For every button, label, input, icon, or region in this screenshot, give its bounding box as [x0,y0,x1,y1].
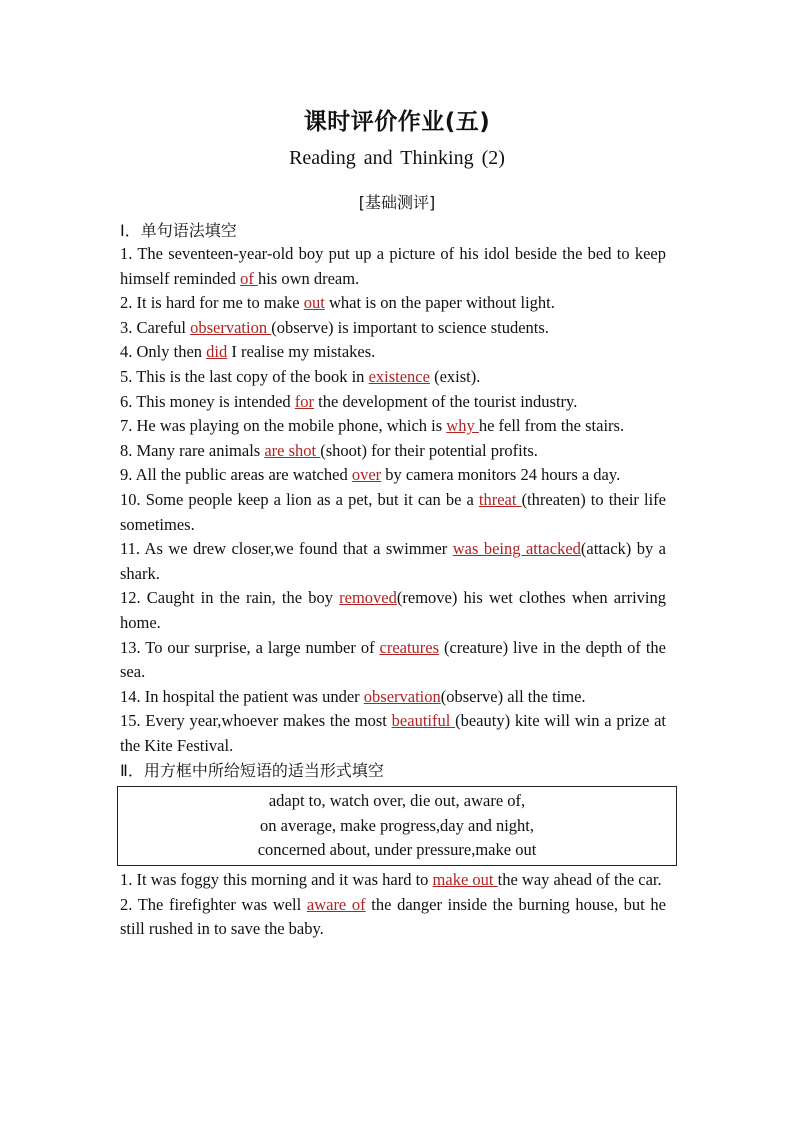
question-item [120,316,666,341]
question-item [120,586,666,635]
question-item [120,414,666,439]
question-item [120,636,666,685]
question-item [120,291,666,316]
answer-text: beautiful [391,711,456,731]
phrase-line: concerned about, under pressure,make out [257,840,537,860]
question-text-tail: the development of the tourist industry. [314,391,578,411]
question-text-tail: (shoot) for their potential profits. [320,440,538,460]
answer-text: are shot [264,440,321,460]
question-item [120,537,666,586]
question-text: 4. Only then [120,342,207,362]
answer-text: for [294,391,315,411]
question-text: 6. This money is intended [120,391,295,411]
question-text-tail: (threaten) to their life sometimes. [120,489,666,534]
page-title: 课时评价作业(五) [303,109,491,135]
answer-text: why [446,416,479,436]
question-text-tail: (beauty) kite will win a prize at the Kite Festival. [120,711,667,755]
question-text: 2. The firefighter was well [120,894,307,914]
question-item [120,488,666,537]
question-text: 13. To our surprise, a large number of [120,637,380,657]
question-text: 1. The seventeen-year-old boy put up a picture of his idol beside the bed to keep himself reminded [120,244,666,288]
question-item [120,685,666,710]
question-text: 2. It is hard for me to make [120,293,304,313]
question-text-tail: (exist). [429,366,481,386]
answer-text: aware of [306,894,366,914]
answer-text: observation [363,686,441,706]
question-item [120,365,666,390]
question-text-tail: (remove) his wet clothes when arriving home. [120,588,666,632]
question-text: 1. It was foggy this morning and it was hard to [120,869,433,889]
question-item [120,868,666,893]
question-text-tail: (observe) is important to science students. [271,317,549,337]
section1-items [120,242,666,758]
question-item [120,463,666,488]
answer-text: over [351,465,382,485]
question-text-tail: the way ahead of the car. [497,869,662,889]
question-item [120,390,666,415]
answer-text: did [206,342,228,362]
question-text: 3. Careful [120,317,191,337]
answer-text: observation [190,317,272,337]
question-item [120,439,666,464]
answer-text: out [303,293,325,313]
answer-text: existence [368,366,430,386]
section2-heading: Ⅱ．用方框中所给短语的适当形式填空 [120,761,384,781]
answer-text: was being attacked [452,539,581,559]
section2-items [120,868,666,942]
phrase-line: adapt to, watch over, die out, aware of, [268,791,526,811]
question-text: 15. Every year,whoever makes the most [120,711,392,731]
question-text-tail: he fell from the stairs. [478,416,625,436]
question-text-tail: (creature) live in the depth of the sea. [120,637,666,682]
question-text-tail: by camera monitors 24 hours a day. [381,465,621,485]
question-text-tail: the danger inside the burning house, but he still rushed in to save the baby. [120,894,666,939]
question-text: 11. As we drew closer,we found that a swimmer [120,539,453,559]
answer-text: of [240,268,258,288]
question-item [120,709,666,758]
answer-text: creatures [379,637,440,657]
page-subtitle: Reading and Thinking (2) [289,147,505,169]
question-text: 8. Many rare animals [120,440,265,460]
answer-text: threat [478,489,522,509]
question-text-tail: I realise my mistakes. [227,342,376,362]
question-text: 10. Some people keep a lion as a pet, but it can be a [120,489,479,509]
phrase-box [117,786,677,866]
worksheet-content [120,218,666,942]
section-tag: [基础测评] [358,193,436,212]
question-text: 14. In hospital the patient was under [120,686,364,706]
answer-text: removed [339,588,397,608]
phrase-line: on average, make progress,day and night, [260,815,534,835]
question-item [120,242,666,291]
question-text-tail: (attack) by a shark. [120,539,666,583]
question-item [120,893,666,942]
question-text-tail: his own dream. [257,268,360,288]
question-text-tail: what is on the paper without light. [324,293,555,313]
question-item [120,340,666,365]
answer-text: make out [432,869,498,889]
question-text: 9. All the public areas are watched [120,465,352,485]
question-text: 7. He was playing on the mobile phone, which is [120,416,447,436]
section1-heading: Ⅰ．单句语法填空 [120,221,237,240]
question-text: 12. Caught in the rain, the boy [120,588,340,608]
question-text-tail: (observe) all the time. [440,686,586,706]
question-text: 5. This is the last copy of the book in [120,366,369,386]
